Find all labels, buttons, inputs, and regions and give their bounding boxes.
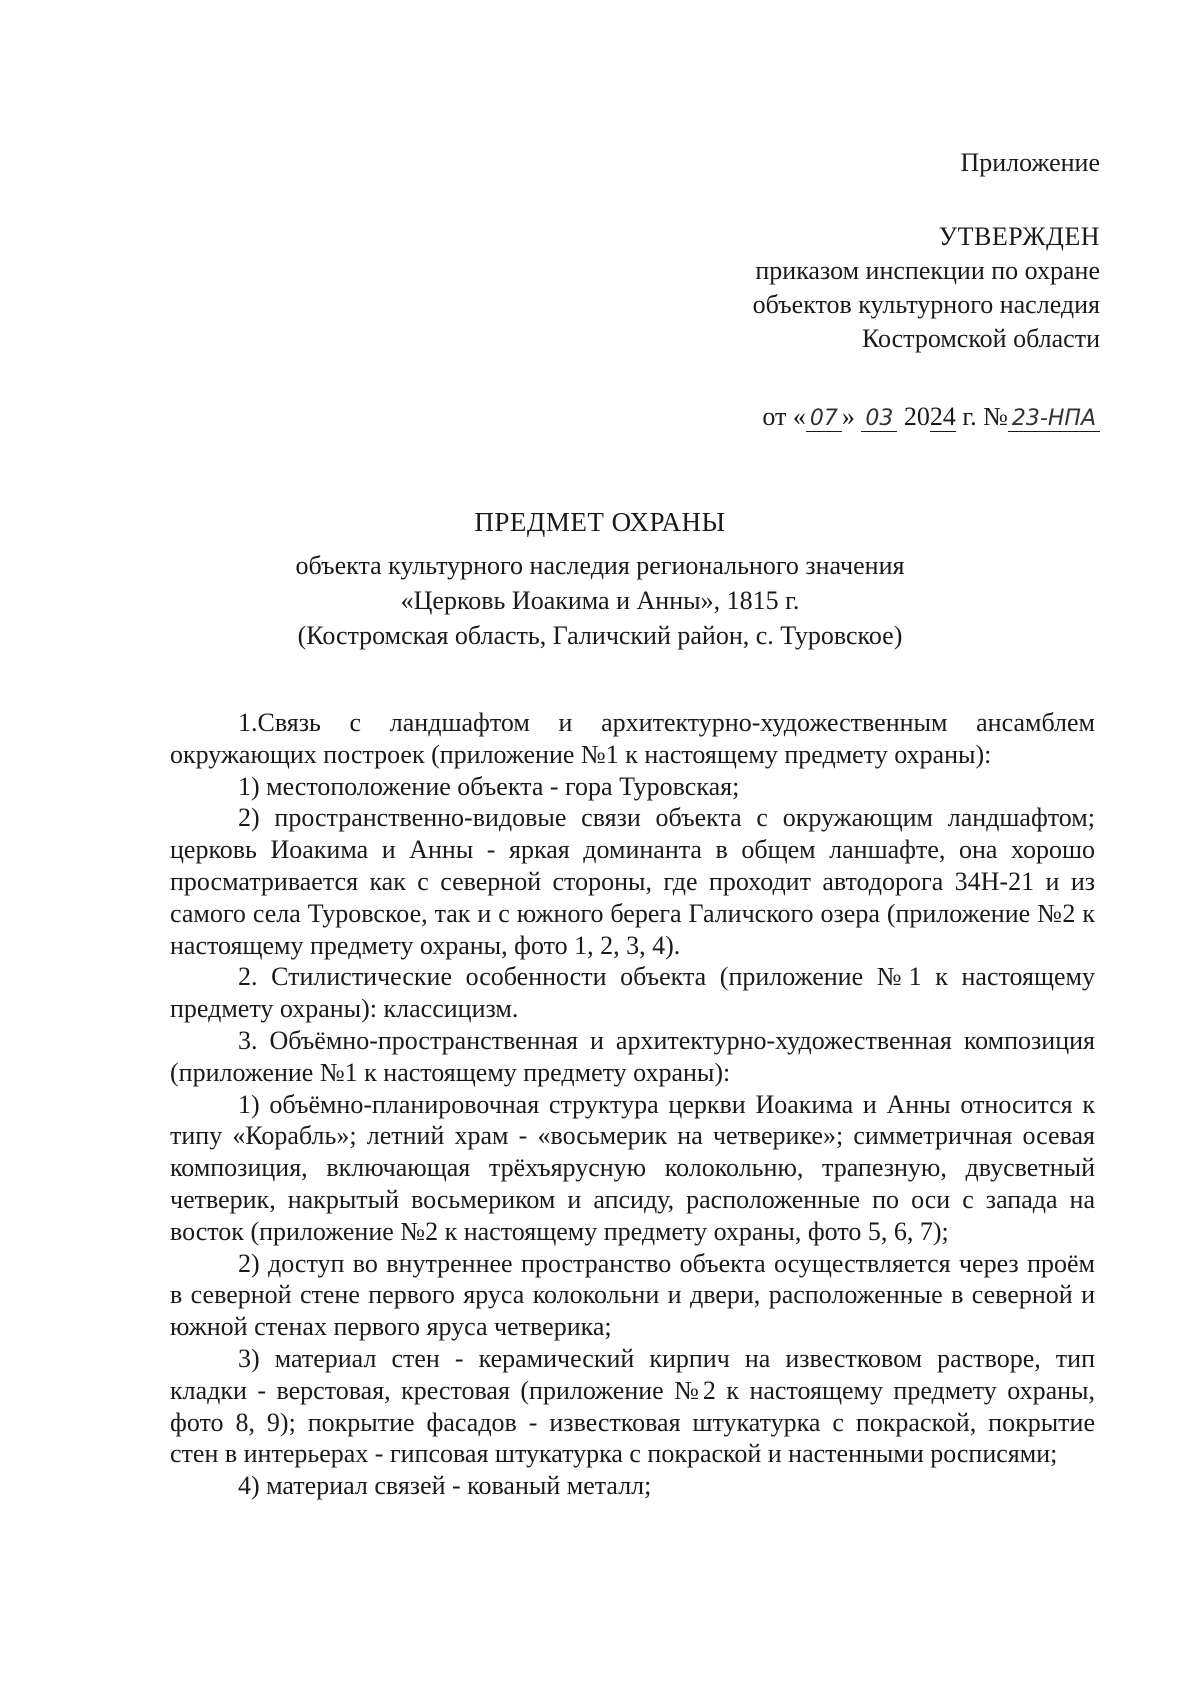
order-date-line (753, 400, 1100, 436)
approved-heading: УТВЕРЖДЕН (938, 222, 1100, 251)
title-line-3: (Костромская область, Галичский район, с. Туровское) (297, 621, 903, 650)
title-line-2: «Церковь Иоакима и Анны», 1815 г. (400, 586, 800, 615)
order-number: 23-НПА (1008, 406, 1100, 432)
date-suffix: г. № (962, 402, 1008, 431)
appendix-label: Приложение (960, 148, 1100, 177)
title-block (0, 505, 1200, 653)
date-prefix: от « (762, 402, 806, 431)
date-year-prefix: 20 (903, 402, 930, 431)
paragraph: 2) доступ во внутреннее пространство объекта осуществляется через проём в северной стене первого яруса колокольни и двери, расположенные в северной и южной стенах первого яруса четверика; (170, 1248, 1095, 1342)
document-title: ПРЕДМЕТ ОХРАНЫ (474, 507, 726, 537)
paragraph: 2. Стилистические особенности объекта (приложение №1 к настоящему предмету охраны): классицизм. (170, 962, 1095, 1024)
document-body (170, 707, 1095, 1502)
paragraph: 3) материал стен - керамический кирпич на известковом растворе, тип кладки - верстовая, крестовая (приложение №2 к настоящему предмету охраны, фото 8, 9); покрытие фасадов - известковая штукатурка с покраской, покрытие стен в интерьерах - гипсовая штукатурка с покраской и настенными росписями; (170, 1343, 1095, 1469)
paragraph: 1.Связь с ландшафтом и архитектурно-художественным ансамблем окружающих построек (приложение №1 к настоящему предмету охраны): (170, 708, 1095, 769)
paragraph: 2) пространственно-видовые связи объекта с окружающим ландшафтом; церковь Иоакима и Анны - яркая доминанта в общем ланшафте, она хорошо просматривается как с северной стороны, где проходит автодорога 34Н-21 и из самого села Туровское, так и с южного берега Галичского озера (приложение №2 к настоящему предмету охраны, фото 1, 2, 3, 4). (170, 803, 1095, 960)
title-line-1: объекта культурного наследия регионального значения (295, 551, 905, 580)
paragraph: 1) объёмно-планировочная структура церкви Иоакима и Анны относится к типу «Корабль»; летний храм - «восьмерик на четверике»; симметричная осевая композиция, включающая трёхъярусную колокольню, трапезную, двусветный четверик, накрытый восьмериком и апсиду, расположенные по оси с запада на восток (приложение №2 к настоящему предмету охраны, фото 5, 6, 7); (170, 1089, 1095, 1246)
date-month: 03 (861, 406, 897, 432)
approval-line-2: объектов культурного наследия (752, 290, 1100, 319)
approval-block (753, 146, 1100, 436)
date-year-suffix: 24 (929, 402, 956, 431)
approval-line-1: приказом инспекции по охране (755, 256, 1100, 285)
paragraph: 4) материал связей - кованый металл; (238, 1471, 652, 1501)
approval-line-3: Костромской области (861, 324, 1100, 353)
paragraph: 3. Объёмно-пространственная и архитектурно-художественная композиция (приложение №1 к настоящему предмету охраны): (170, 1025, 1095, 1087)
date-mid: » (841, 402, 855, 431)
paragraph: 1) местоположение объекта - гора Туровская; (238, 771, 740, 801)
date-day: 07 (806, 406, 842, 432)
